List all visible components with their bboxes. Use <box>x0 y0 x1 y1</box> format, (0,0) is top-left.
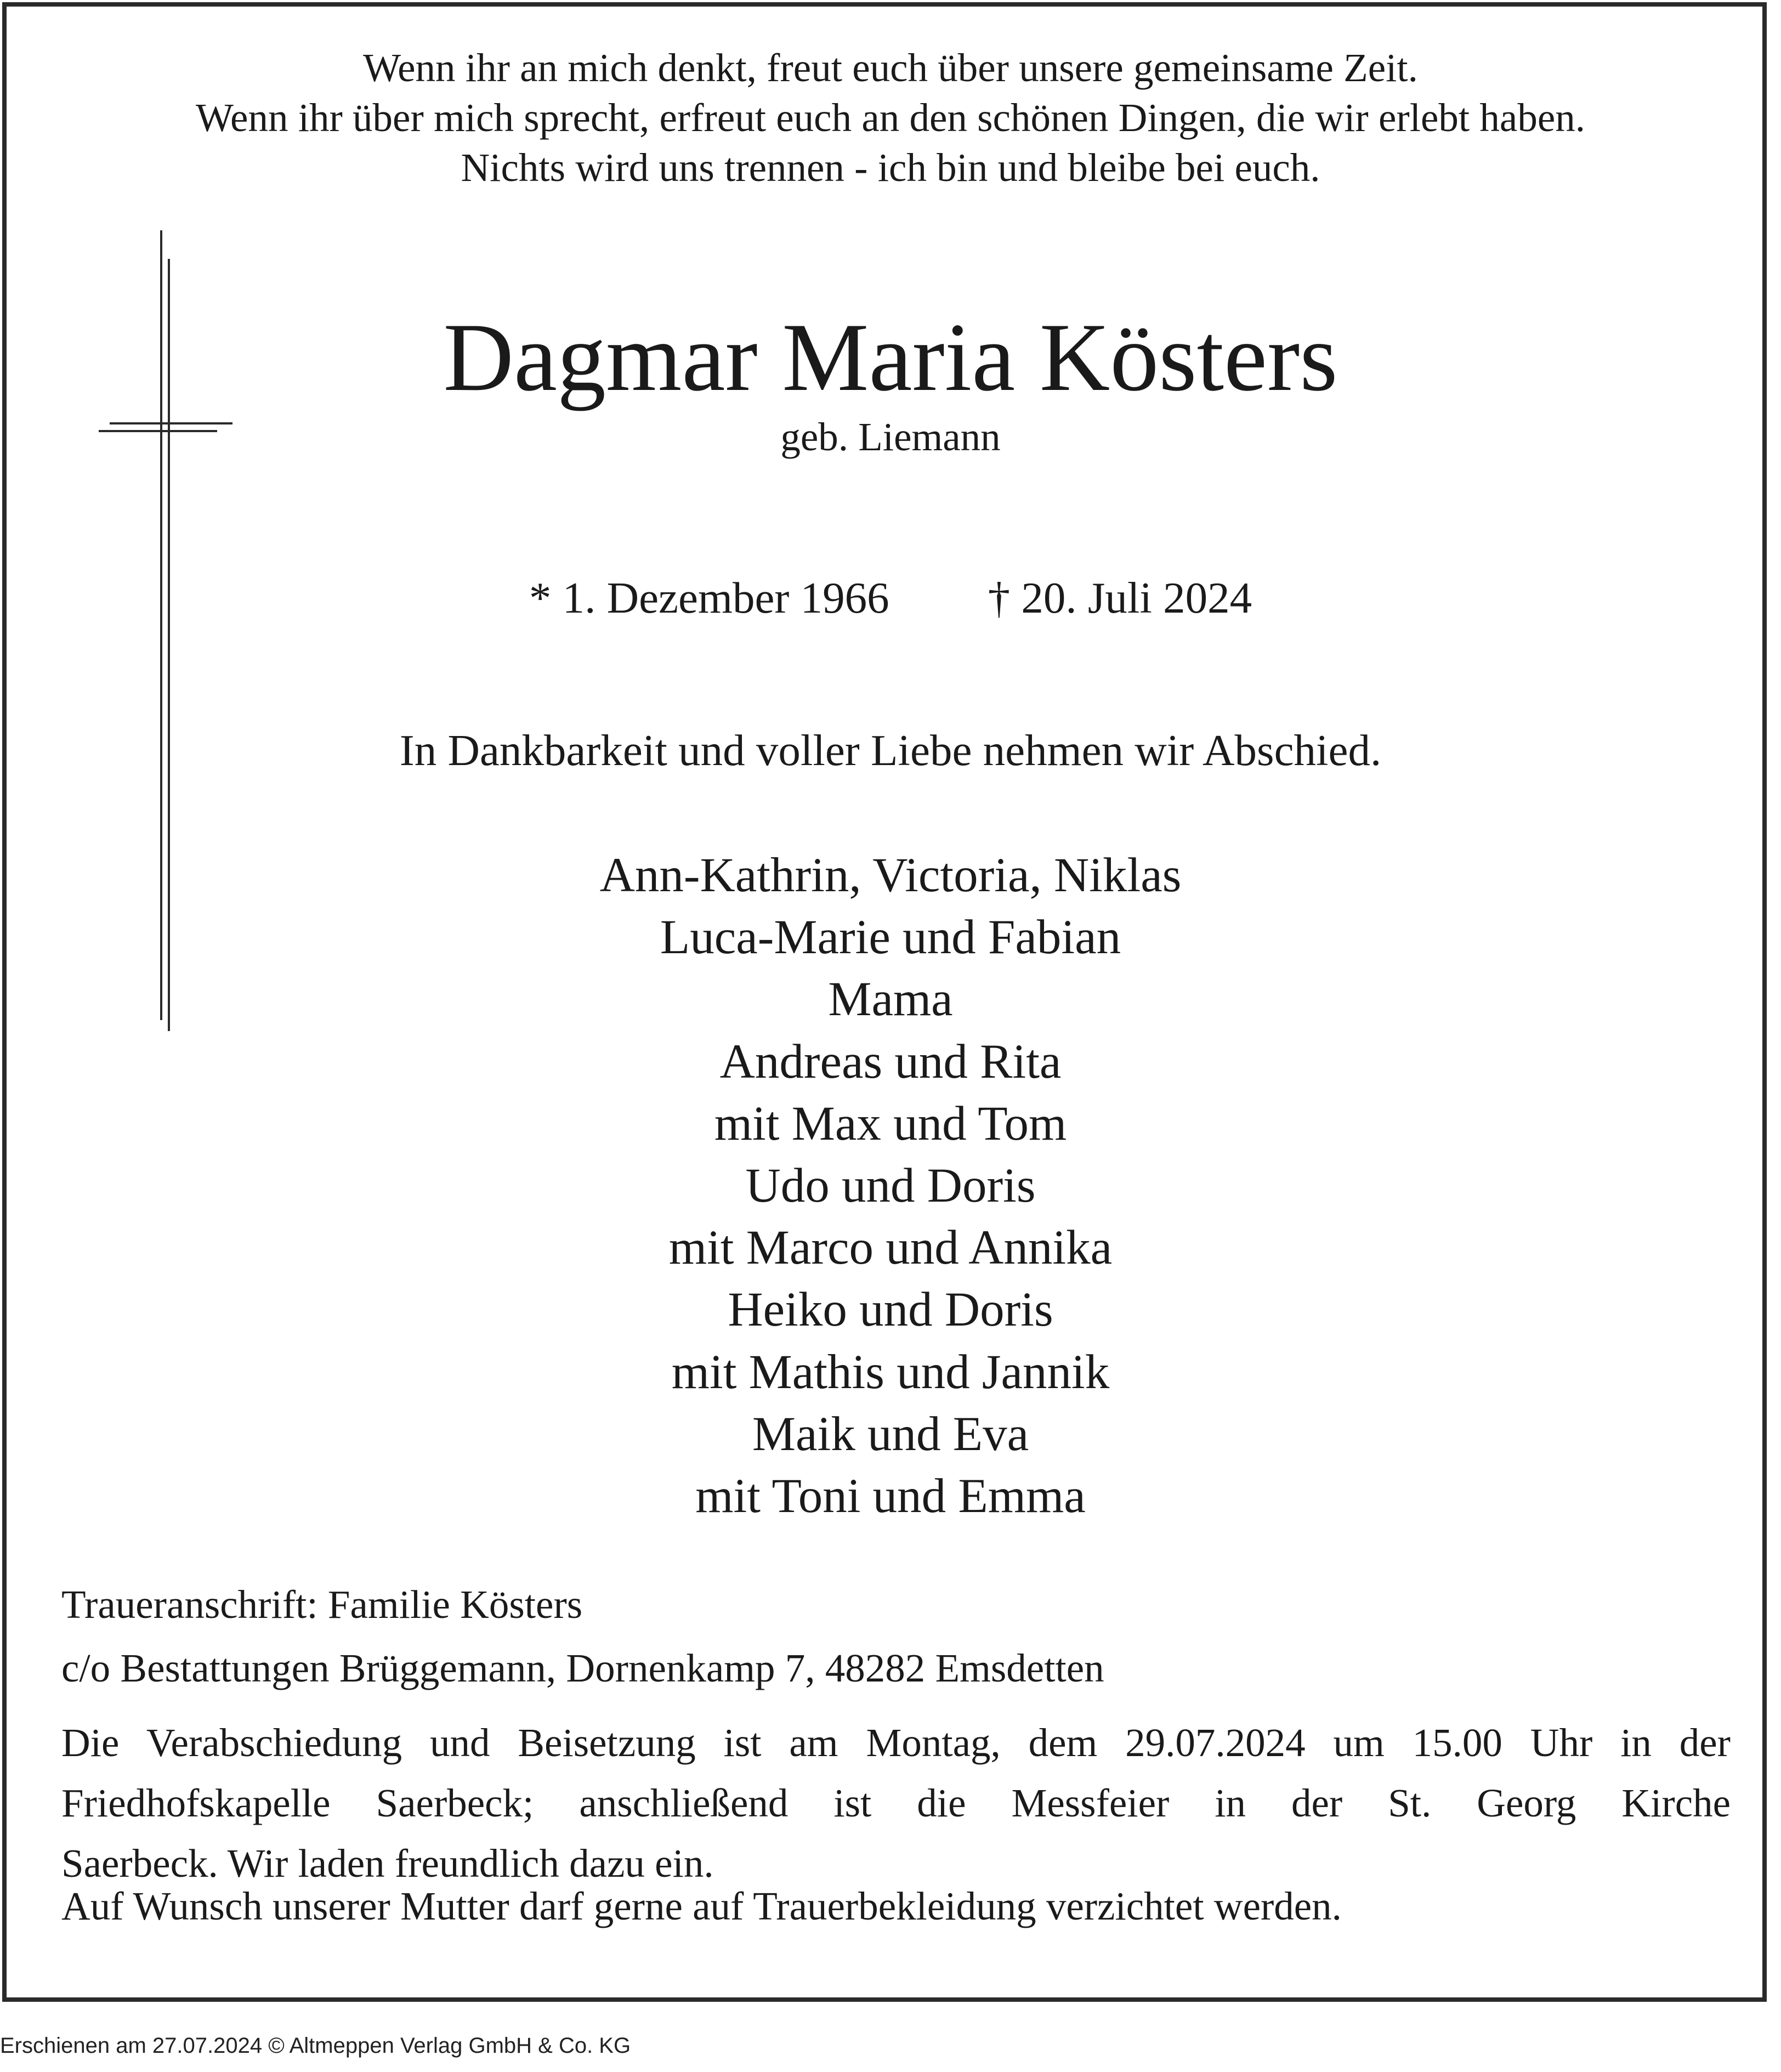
mourner-line: Ann-Kathrin, Victoria, Niklas <box>599 848 1182 902</box>
address-line: Traueranschrift: Familie Kösters <box>61 1582 583 1627</box>
ceremony-info <box>61 1713 1731 1894</box>
mourner-line: Maik und Eva <box>752 1407 1029 1461</box>
maiden-name: geb. Liemann <box>780 415 1001 459</box>
mourner-line: Andreas und Rita <box>719 1034 1062 1089</box>
mourning-address <box>61 1573 1104 1700</box>
mourners-list <box>0 845 1781 1527</box>
mourner-line: mit Max und Tom <box>714 1096 1067 1151</box>
birth-date: * 1. Dezember 1966 <box>529 573 889 622</box>
motto-line: Wenn ihr über mich sprecht, erfreut euch an den schönen Dingen, die wir erlebt haben. <box>196 95 1585 140</box>
death-date: † 20. Juli 2024 <box>988 573 1252 622</box>
life-dates <box>0 570 1781 625</box>
mourner-line: Mama <box>828 972 953 1027</box>
ceremony-line: Friedhofskapelle Saerbeck; anschließend ist die Messfeier in der St. Georg Kirche <box>61 1781 1731 1825</box>
publication-footer: Erschienen am 27.07.2024 © Altmeppen Verlag GmbH & Co. KG <box>0 2034 631 2058</box>
deceased-name: Dagmar Maria Kösters <box>443 303 1338 411</box>
dress-code-note: Auf Wunsch unserer Mutter darf gerne auf Trauerbekleidung verzichtet werden. <box>61 1884 1342 1928</box>
motto <box>0 43 1781 193</box>
mourner-line: mit Mathis und Jannik <box>671 1345 1110 1399</box>
ceremony-line: Saerbeck. Wir laden freundlich dazu ein. <box>61 1841 714 1886</box>
address-line: c/o Bestattungen Brüggemann, Dornenkamp 7, 48282 Emsdetten <box>61 1646 1104 1690</box>
mourner-line: mit Toni und Emma <box>695 1469 1086 1524</box>
ceremony-line: Die Verabschiedung und Beisetzung ist am Montag, dem 29.07.2024 um 15.00 Uhr in der <box>61 1720 1731 1765</box>
mourner-line: Heiko und Doris <box>728 1283 1053 1337</box>
farewell-intro: In Dankbarkeit und voller Liebe nehmen wir Abschied. <box>399 726 1382 775</box>
mourner-line: mit Marco und Annika <box>668 1221 1113 1275</box>
mourner-line: Luca-Marie und Fabian <box>660 910 1121 965</box>
mourner-line: Udo und Doris <box>745 1159 1036 1213</box>
motto-line: Wenn ihr an mich denkt, freut euch über unsere gemeinsame Zeit. <box>363 46 1418 90</box>
motto-line: Nichts wird uns trennen - ich bin und bleibe bei euch. <box>461 145 1320 190</box>
